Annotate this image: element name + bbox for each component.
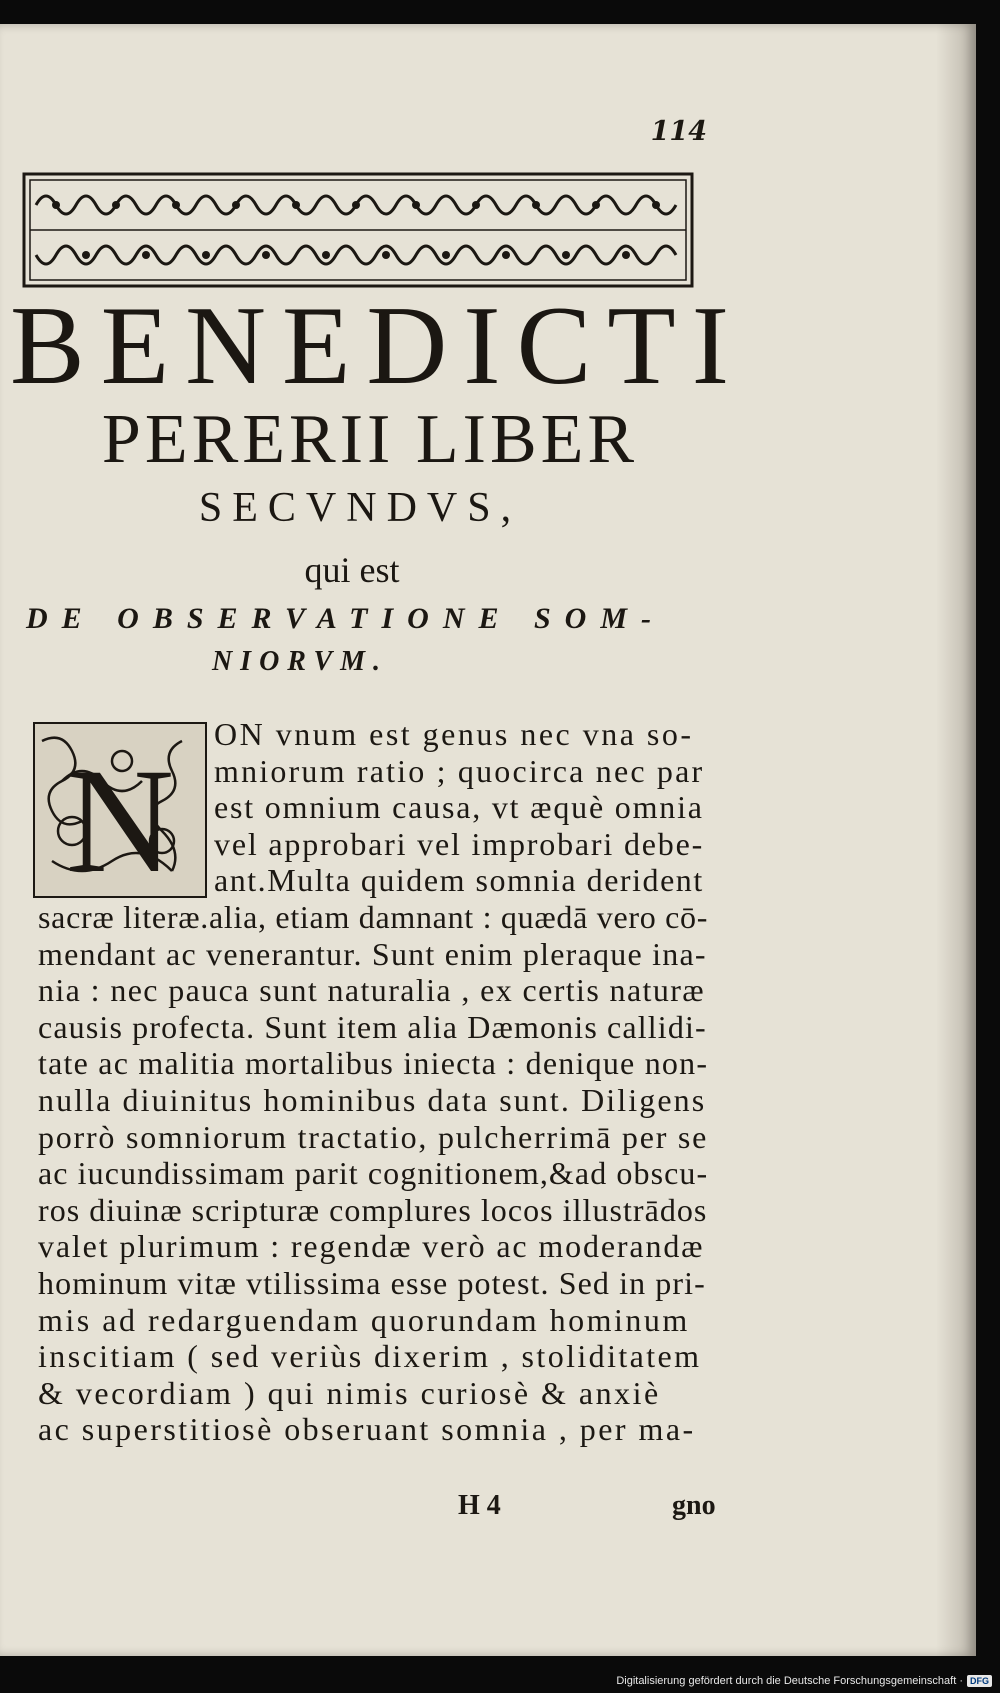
body-line: sacræ literæ.alia, etiam damnant : quædā vero cō- <box>38 899 709 935</box>
body-line: nia : nec pauca sunt naturalia , ex certis naturæ <box>38 972 705 1009</box>
decorated-initial-n <box>32 721 208 899</box>
body-line: ac superstitiosè obseruant somnia , per ma- <box>38 1411 696 1448</box>
body-line: vel approbari vel improbari debe- <box>214 825 705 862</box>
page-edge-shadow <box>936 24 976 1656</box>
body-line: ros diuinæ scripturæ complures locos illustrādos <box>38 1191 708 1228</box>
digitization-credit <box>616 1675 992 1687</box>
catchword: gno <box>672 1490 716 1521</box>
svg-text:N: N <box>65 738 175 899</box>
body-line: mis ad redarguendam quorundam hominum <box>38 1301 690 1338</box>
title-qui-est: qui est <box>304 550 400 590</box>
title-pererii-liber: PERERII LIBER <box>101 401 639 478</box>
title-benedicti: BENEDICTI <box>10 284 746 408</box>
dfg-logo[interactable]: DFG <box>967 1675 992 1687</box>
body-line: mendant ac venerantur. Sunt enim pleraque ina- <box>38 935 707 972</box>
body-line: valet plurimum : regendæ verò ac moderandæ <box>38 1228 705 1265</box>
body-line: tate ac malitia mortalibus iniecta : denique non- <box>38 1045 709 1082</box>
body-line: ant.Multa quidem somnia derident <box>214 862 704 899</box>
body-line: inscitiam ( sed veriùs dixerim , stoliditatem <box>38 1338 702 1375</box>
body-line: est omnium causa, vt æquè omnia <box>214 789 704 826</box>
body-line: porrò somniorum tractatio, pulcherrimā per se <box>38 1118 709 1155</box>
title-de-observatione: DE OBSERVATIONE SOM- <box>26 602 666 635</box>
book-page <box>0 24 976 1656</box>
body-line: ON vnum est genus nec vna so- <box>214 716 694 752</box>
ornamental-headpiece <box>22 172 694 288</box>
signature-mark: H 4 <box>458 1490 501 1521</box>
title-secundus: SECVNDVS, <box>198 485 522 531</box>
page-number: 114 <box>650 116 707 147</box>
body-line: & vecordiam ) qui nimis curiosè & anxiè <box>38 1374 661 1411</box>
body-line: causis profecta. Sunt item alia Dæmonis callidi- <box>38 1008 707 1045</box>
body-line: nulla diuinitus hominibus data sunt. Diligens <box>38 1082 707 1118</box>
body-line: ac iucundissimam parit cognitionem,&ad obscu- <box>38 1155 709 1192</box>
body-line: hominum vitæ vtilissima esse potest. Sed in pri- <box>38 1265 706 1301</box>
credit-text: Digitalisierung gefördert durch die Deutsche Forschungsgemeinschaft · <box>616 1675 963 1687</box>
title-niorum: NIORVM. <box>211 646 389 677</box>
body-line: mniorum ratio ; quocirca nec par <box>214 752 705 789</box>
